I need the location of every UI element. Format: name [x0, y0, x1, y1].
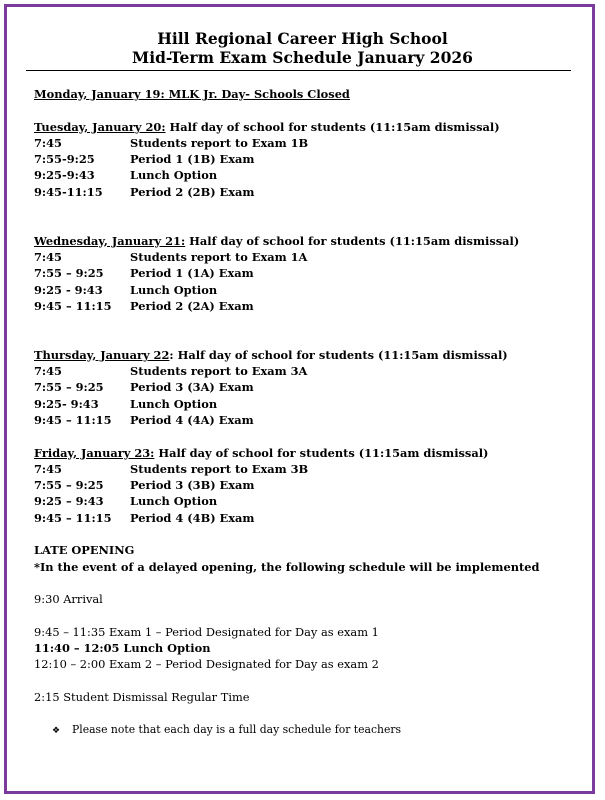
late-arrival: 9:30 Arrival: [34, 592, 103, 607]
row-desc: Lunch Option: [130, 168, 218, 183]
late-dismissal: 2:15 Student Dismissal Regular Time: [34, 689, 250, 704]
day-note: Half day of school for students (11:15am dismissal): [165, 119, 500, 134]
row-time: 9:25- 9:43: [34, 396, 99, 411]
schedule-row: [34, 477, 594, 493]
schedule-row: [34, 493, 594, 509]
schedule-row: [34, 396, 594, 412]
monday-heading: Monday, January 19: MLK Jr. Day- Schools Closed: [34, 87, 350, 101]
row-desc: Period 2 (2B) Exam: [130, 184, 255, 199]
teacher-footnote: [52, 723, 401, 736]
late-opening-note: *In the event of a delayed opening, the following schedule will be implemented: [34, 559, 540, 574]
schedule-row: [34, 298, 594, 314]
row-time: 9:25 – 9:43: [34, 494, 104, 509]
row-desc: Period 1 (1A) Exam: [130, 266, 254, 281]
row-desc: Lunch Option: [130, 494, 218, 509]
row-time: 9:25-9:43: [34, 168, 95, 183]
row-desc: Period 4 (4B) Exam: [130, 510, 255, 525]
row-time: 7:45: [34, 249, 62, 264]
row-time: 7:45: [34, 364, 62, 379]
row-time: 7:45: [34, 135, 62, 150]
row-desc: Period 1 (1B) Exam: [130, 152, 255, 167]
school-title: Hill Regional Career High School: [157, 29, 448, 48]
schedule-row: [34, 151, 594, 167]
row-time: 9:45 – 11:15: [34, 298, 112, 313]
day-heading-wednesday: [34, 233, 594, 249]
row-time: 9:45-11:15: [34, 184, 103, 199]
row-desc: Period 4 (4A) Exam: [130, 412, 254, 427]
row-desc: Period 2 (2A) Exam: [130, 298, 254, 313]
day-date: Thursday, January 22: [34, 347, 170, 362]
day-heading-tuesday: [34, 119, 594, 135]
late-exam1: 9:45 – 11:35 Exam 1 – Period Designated for Day as exam 1: [34, 624, 379, 639]
row-desc: Students report to Exam 3A: [130, 364, 308, 379]
schedule-row: [34, 265, 594, 281]
schedule-subtitle: Mid-Term Exam Schedule January 2026: [132, 48, 473, 67]
schedule-row: [34, 167, 594, 183]
day-date: Tuesday, January 20:: [34, 119, 166, 134]
row-time: 7:45: [34, 461, 62, 476]
row-desc: Students report to Exam 1A: [130, 249, 308, 264]
schedule-row: [34, 282, 594, 298]
row-desc: Lunch Option: [130, 396, 218, 411]
row-desc: Period 3 (3B) Exam: [130, 478, 255, 493]
schedule-row: [34, 510, 594, 526]
title-divider: [26, 70, 571, 71]
late-opening-heading: LATE OPENING: [34, 543, 135, 558]
day-note: : Half day of school for students (11:15am dismissal): [169, 347, 508, 362]
schedule-row: [34, 461, 594, 477]
row-desc: Period 3 (3A) Exam: [130, 380, 254, 395]
schedule-row: [34, 412, 594, 428]
late-exam2: 12:10 – 2:00 Exam 2 – Period Designated for Day as exam 2: [34, 657, 379, 672]
day-note: Half day of school for students (11:15am dismissal): [154, 445, 489, 460]
row-time: 9:45 – 11:15: [34, 412, 112, 427]
row-desc: Students report to Exam 1B: [130, 135, 309, 150]
day-heading-thursday: [34, 347, 594, 363]
schedule-row: [34, 249, 594, 265]
row-time: 9:25 - 9:43: [34, 282, 103, 297]
row-time: 7:55 – 9:25: [34, 380, 104, 395]
day-heading-friday: [34, 445, 594, 461]
schedule-row: [34, 135, 594, 151]
schedule-row: [34, 379, 594, 395]
row-time: 9:45 – 11:15: [34, 510, 112, 525]
day-note: Half day of school for students (11:15am dismissal): [185, 233, 520, 248]
schedule-row: [34, 363, 594, 379]
row-desc: Students report to Exam 3B: [130, 461, 309, 476]
day-date: Wednesday, January 21:: [34, 233, 186, 248]
footnote-text: Please note that each day is a full day schedule for teachers: [72, 723, 402, 736]
day-date: Friday, January 23:: [34, 445, 155, 460]
late-lunch: 11:40 – 12:05 Lunch Option: [34, 641, 211, 656]
row-time: 7:55 – 9:25: [34, 478, 104, 493]
row-time: 7:55 – 9:25: [34, 266, 104, 281]
row-time: 7:55-9:25: [34, 152, 95, 167]
row-desc: Lunch Option: [130, 282, 218, 297]
schedule-content: [34, 86, 594, 705]
schedule-row: [34, 184, 594, 200]
diamond-bullet-icon: ❖: [52, 726, 61, 736]
